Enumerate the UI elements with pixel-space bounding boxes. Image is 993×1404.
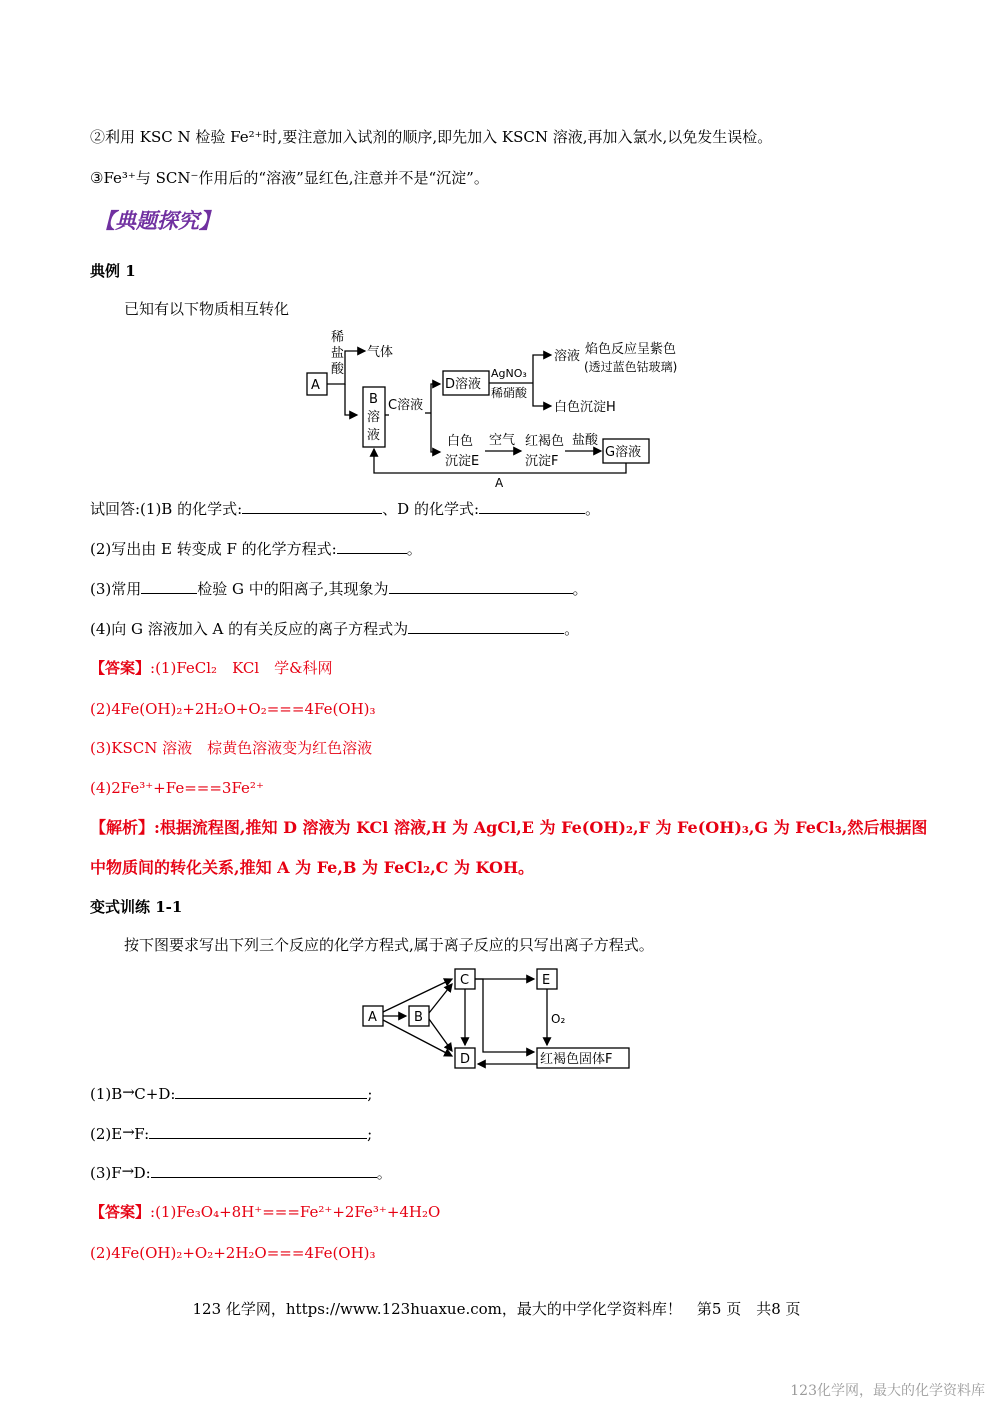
q1-text-a: 试回答:(1)B 的化学式:	[90, 500, 243, 518]
d1-gas: 气体	[367, 345, 394, 360]
section-title: 【典题探究】	[94, 208, 220, 233]
d1-hcl: 盐酸	[572, 433, 599, 448]
d1-reagent-1: 稀	[331, 330, 345, 345]
arrow-icon: →	[121, 1162, 135, 1180]
variant-answer-label: 【答案】	[90, 1203, 151, 1221]
q3	[90, 578, 588, 600]
q1-end: 。	[585, 500, 601, 518]
arrow-icon: →	[122, 1123, 135, 1141]
d1-solution: 溶液	[554, 349, 581, 364]
q2	[90, 538, 422, 560]
d1-F-1: 红褐色	[525, 434, 565, 449]
watermark: 123化学网，最大的化学资料库	[790, 1383, 985, 1399]
vq3-end: 。	[376, 1164, 392, 1182]
answer-1	[90, 657, 333, 679]
variant-answer-1-text: :(1)Fe₃O₄+8H⁺===Fe²⁺+2Fe³⁺+4H₂O	[150, 1203, 441, 1221]
vq2	[90, 1123, 372, 1145]
vq1	[90, 1083, 372, 1105]
example-title: 典例 1	[90, 262, 136, 280]
vq1-text-a: (1)B	[90, 1085, 123, 1103]
answer-3: (3)KSCN 溶液 棕黄色溶液变为红色溶液	[90, 739, 373, 757]
answer-2: (2)4Fe(OH)₂+2H₂O+O₂===4Fe(OH)₃	[90, 700, 376, 718]
answer-label: 【答案】	[90, 659, 151, 677]
q3-text-a: (3)常用	[90, 580, 142, 598]
q3-blank-reagent[interactable]	[141, 579, 197, 594]
vq3-text-b: D:	[133, 1164, 151, 1182]
page-footer: 123 化学网，https://www.123huaxue.com，最大的中学化学资料库！ 第5 页 共8 页	[192, 1300, 801, 1318]
d1-agno3: AgNO₃	[491, 367, 527, 380]
d2-B: B	[414, 1010, 423, 1025]
d2-D: D	[460, 1052, 471, 1067]
answer-4: (4)2Fe³⁺+Fe===3Fe²⁺	[90, 779, 264, 797]
d1-hno3: 稀硝酸	[491, 386, 528, 400]
d1-C: C溶液	[388, 398, 424, 413]
q1-blank-b[interactable]	[242, 499, 382, 514]
vq1-blank[interactable]	[175, 1084, 367, 1099]
explanation-2: 中物质间的转化关系,推知 A 为 Fe,B 为 FeCl₂,C 为 KOH。	[90, 858, 535, 877]
d1-B-3: 液	[367, 428, 381, 443]
vq1-end: ;	[367, 1085, 373, 1103]
flow-diagram-2	[355, 962, 645, 1074]
vq2-end: ;	[367, 1125, 373, 1143]
d1-B-2: 溶	[367, 410, 381, 425]
d2-o2: O₂	[551, 1012, 566, 1026]
d1-A: A	[311, 378, 320, 393]
d1-reagent-3: 酸	[331, 362, 345, 377]
q4-text: (4)向 G 溶液加入 A 的有关反应的离子方程式为	[90, 620, 409, 638]
variant-title: 变式训练 1-1	[90, 898, 183, 916]
d1-back-label: A	[495, 476, 504, 490]
flow-diagram-1	[295, 325, 715, 495]
vq2-text-b: F:	[134, 1125, 150, 1143]
variant-answer-1	[90, 1201, 440, 1223]
q4	[90, 618, 579, 640]
vq3-blank[interactable]	[151, 1163, 377, 1178]
d1-flame-2: (透过蓝色钴玻璃)	[584, 360, 678, 374]
d2-C: C	[460, 973, 470, 988]
q1-blank-d[interactable]	[479, 499, 585, 514]
d1-H: 白色沉淀H	[554, 400, 616, 415]
note-2: ②利用 KSC N 检验 Fe²⁺时,要注意加入试剂的顺序,即先加入 KSCN 溶液,再加入氯水,以免发生误检。	[90, 128, 773, 146]
q3-blank-phenomenon[interactable]	[389, 579, 573, 594]
explanation-1	[90, 817, 927, 839]
d2-F: 红褐色固体F	[540, 1052, 613, 1067]
d1-flame-1: 焰色反应呈紫色	[585, 342, 677, 357]
vq2-blank[interactable]	[149, 1124, 367, 1139]
arrow-icon: →	[122, 1083, 135, 1101]
d1-air: 空气	[489, 433, 516, 448]
explanation-1-text: :根据流程图,推知 D 溶液为 KCl 溶液,H 为 AgCl,E 为 Fe(OH)₂,F 为 Fe(OH)₃,G 为 FeCl₃,然后根据图	[154, 818, 928, 837]
example-intro: 已知有以下物质相互转化	[124, 300, 290, 318]
q2-end: 。	[406, 540, 422, 558]
q4-blank[interactable]	[408, 619, 564, 634]
q1	[90, 498, 600, 520]
q3-text-b: 检验 G 中的阳离子,其现象为	[197, 580, 389, 598]
d1-reagent-2: 盐	[331, 346, 345, 361]
d2-E: E	[542, 973, 551, 988]
d1-E-1: 白色	[447, 434, 474, 449]
vq3	[90, 1162, 392, 1184]
vq2-text-a: (2)E	[90, 1125, 123, 1143]
d1-B-1: B	[369, 392, 378, 407]
variant-answer-2: (2)4Fe(OH)₂+O₂+2H₂O===4Fe(OH)₃	[90, 1244, 376, 1262]
d1-G: G溶液	[605, 445, 642, 460]
note-3: ③Fe³⁺与 SCN⁻作用后的“溶液”显红色,注意并不是“沉淀”。	[90, 169, 489, 187]
q2-blank[interactable]	[337, 539, 407, 554]
vq1-text-b: C+D:	[134, 1085, 176, 1103]
d1-E-2: 沉淀E	[445, 454, 480, 469]
variant-intro: 按下图要求写出下列三个反应的化学方程式,属于离子反应的只写出离子方程式。	[124, 936, 654, 954]
d2-A: A	[368, 1010, 377, 1025]
q2-text: (2)写出由 E 转变成 F 的化学方程式:	[90, 540, 337, 558]
q1-text-b: 、D 的化学式:	[382, 500, 480, 518]
d1-F-2: 沉淀F	[525, 454, 559, 469]
answer-1-text: :(1)FeCl₂ KCl 学&科网	[150, 659, 333, 677]
explanation-label: 【解析】	[90, 818, 155, 837]
q3-end: 。	[572, 580, 588, 598]
vq3-text-a: (3)F	[90, 1164, 122, 1182]
q4-end: 。	[564, 620, 580, 638]
d1-D: D溶液	[445, 377, 482, 392]
